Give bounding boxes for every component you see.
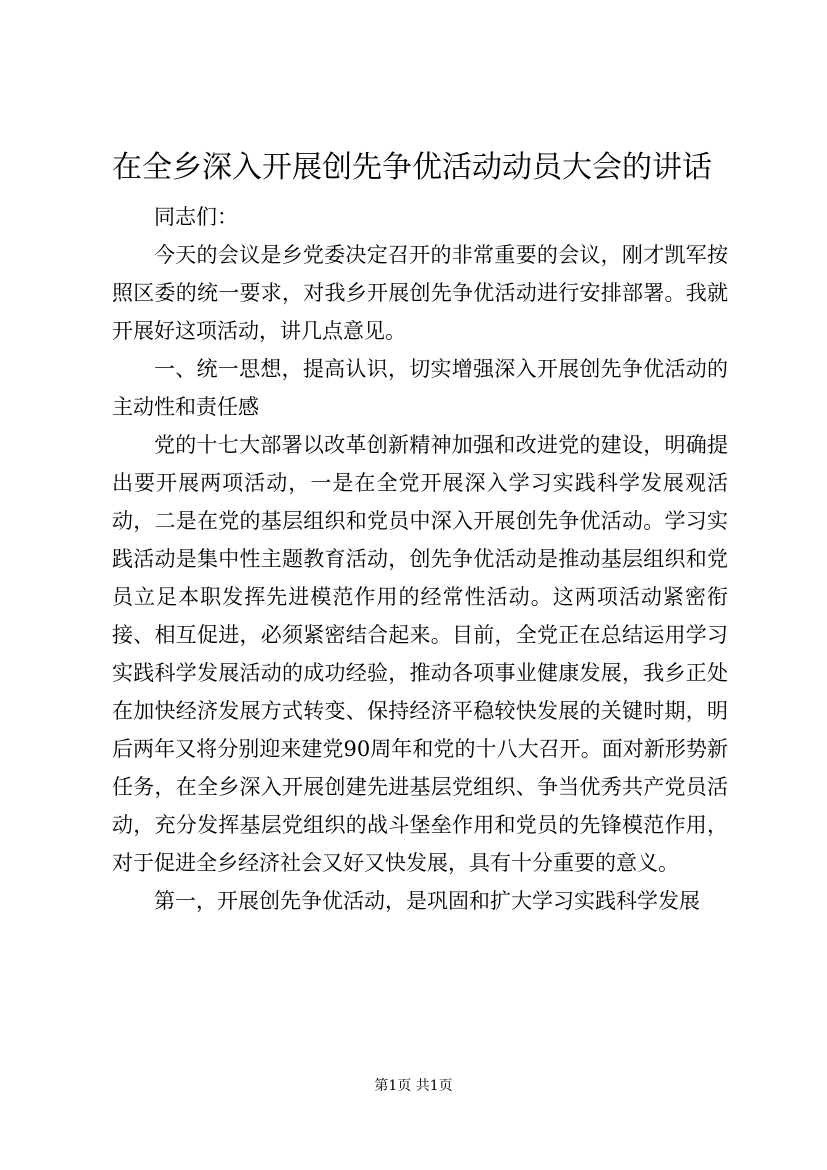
point-paragraph: 第一，开展创先争优活动，是巩固和扩大学习实践科学发展 <box>154 889 700 913</box>
page-number-footer: 第1页 共1页 <box>374 1078 453 1094</box>
section-heading-paragraph: 一、统一思想，提高认识，切实增强深入开展创先争优活动的主动性和责任感 <box>112 357 728 419</box>
body-paragraph: 党的十七大部署以改革创新精神加强和改进党的建设，明确提出要开展两项活动，一是在全党开展深入学习实践科学发展观活动，二是在党的基层组织和党员中深入开展创先争优活动。学习实践活动是集中性主题教育活动，创先争优活动是推动基层组织和党员立足本职发挥先进模范作用的经常性活动。这两项活动紧密衔接、相互促进，必须紧密结合起来。目前，全党正在总结运用学习实践科学发展活动的成功经验，推动各项事业健康发展，我乡正处在加快经济发展方式转变、保持经济平稳较快发展的关键时期，明后两年又将分别迎来建党90周年和党的十八大召开。面对新形势新任务，在全乡深入开展创建先进基层党组织、争当优秀共产党员活动，充分发挥基层党组织的战斗堡垒作用和党员的先锋模范作用，对于促进全乡经济社会又好又快发展，具有十分重要的意义。 <box>112 433 728 875</box>
document-title: 在全乡深入开展创先争优活动动员大会的讲话 <box>112 150 712 185</box>
intro-paragraph: 今天的会议是乡党委决定召开的非常重要的会议，刚才凯军按照区委的统一要求，对我乡开展创先争优活动进行安排部署。我就开展好这项活动，讲几点意见。 <box>112 243 728 343</box>
document-body <box>112 198 728 920</box>
salutation-paragraph: 同志们： <box>154 205 238 229</box>
